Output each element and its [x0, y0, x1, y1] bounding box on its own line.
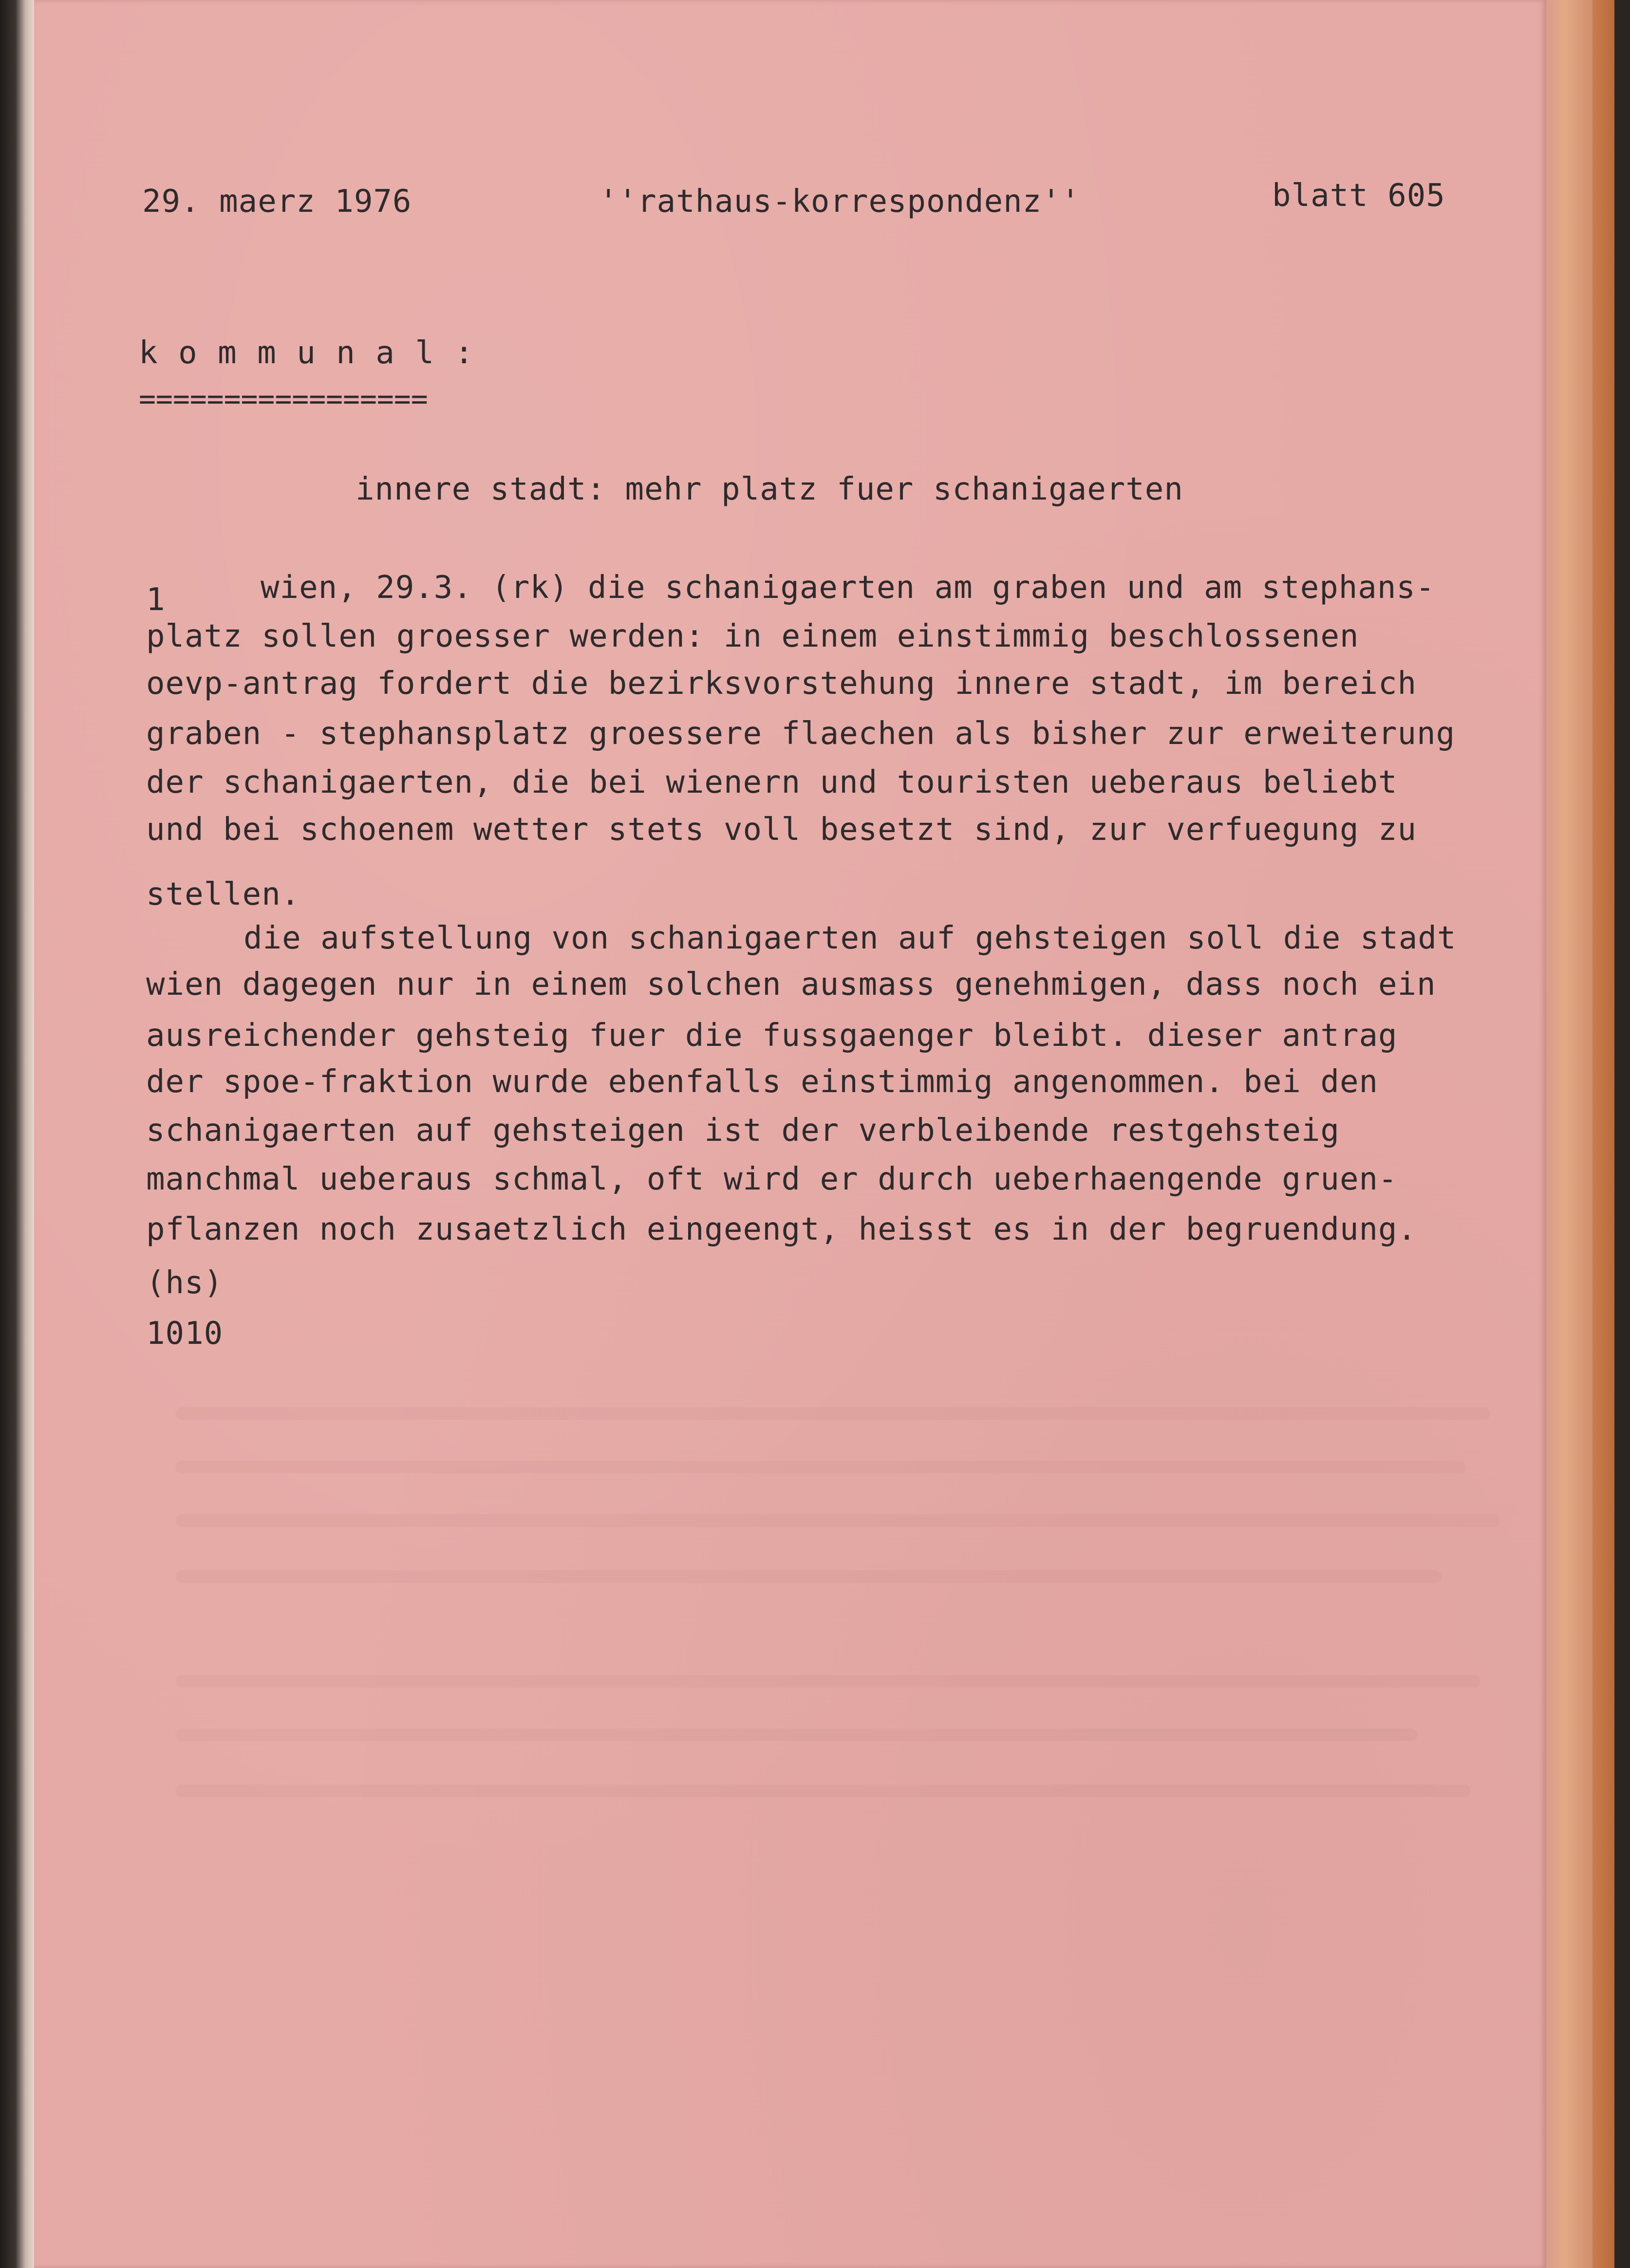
- body-line: der schanigaerten, die bei wienern und touristen ueberaus beliebt: [146, 764, 1398, 800]
- author-signature: (hs): [146, 1265, 224, 1301]
- body-line: platz sollen groesser werden: in einem einstimmig beschlossenen: [146, 618, 1359, 654]
- body-line: und bei schoenem wetter stets voll besetzt sind, zur verfuegung zu: [146, 812, 1417, 848]
- body-line: oevp-antrag fordert die bezirksvorstehung innere stadt, im bereich: [146, 666, 1417, 702]
- item-number: 1: [146, 582, 166, 618]
- body-line: wien, 29.3. (rk) die schanigaerten am graben und am stephans-: [261, 570, 1435, 606]
- publication-title: ''rathaus-korrespondenz'': [599, 184, 1081, 220]
- body-line: die aufstellung von schanigaerten auf gehsteigen soll die stadt: [244, 920, 1457, 956]
- binding-edge: [0, 0, 34, 2268]
- show-through-line: [175, 1514, 1500, 1527]
- cover-edge: [1593, 0, 1614, 2268]
- body-line: manchmal ueberaus schmal, oft wird er durch ueberhaengende gruen-: [146, 1161, 1398, 1197]
- body-line: stellen.: [146, 876, 300, 912]
- show-through-line: [175, 1461, 1466, 1473]
- show-through-line: [175, 1570, 1442, 1583]
- document-code: 1010: [146, 1316, 224, 1352]
- header-date: 29. maerz 1976: [142, 184, 412, 220]
- body-line: ausreichender gehsteig fuer die fussgaenger bleibt. dieser antrag: [146, 1018, 1398, 1054]
- body-line: wien dagegen nur in einem solchen ausmass genehmigen, dass noch ein: [146, 967, 1436, 1003]
- show-through-line: [175, 1407, 1490, 1420]
- show-through-line: [175, 1675, 1480, 1688]
- body-line: der spoe-fraktion wurde ebenfalls einstimmig angenommen. bei den: [146, 1064, 1378, 1100]
- background-edge: [1614, 0, 1630, 2268]
- show-through-line: [175, 1729, 1417, 1741]
- show-through-line: [175, 1785, 1471, 1797]
- section-title: k o m m u n a l :: [139, 335, 475, 371]
- body-line: pflanzen noch zusaetzlich eingeengt, heisst es in der begruendung.: [146, 1211, 1417, 1247]
- page-stack-edge: [1546, 0, 1593, 2268]
- article-headline: innere stadt: mehr platz fuer schanigaerten: [356, 471, 1183, 507]
- section-rule: =================: [139, 382, 428, 415]
- body-line: graben - stephansplatz groessere flaechen als bisher zur erweiterung: [146, 716, 1456, 752]
- body-line: schanigaerten auf gehsteigen ist der verbleibende restgehsteig: [146, 1113, 1340, 1149]
- page-number: blatt 605: [1272, 178, 1445, 214]
